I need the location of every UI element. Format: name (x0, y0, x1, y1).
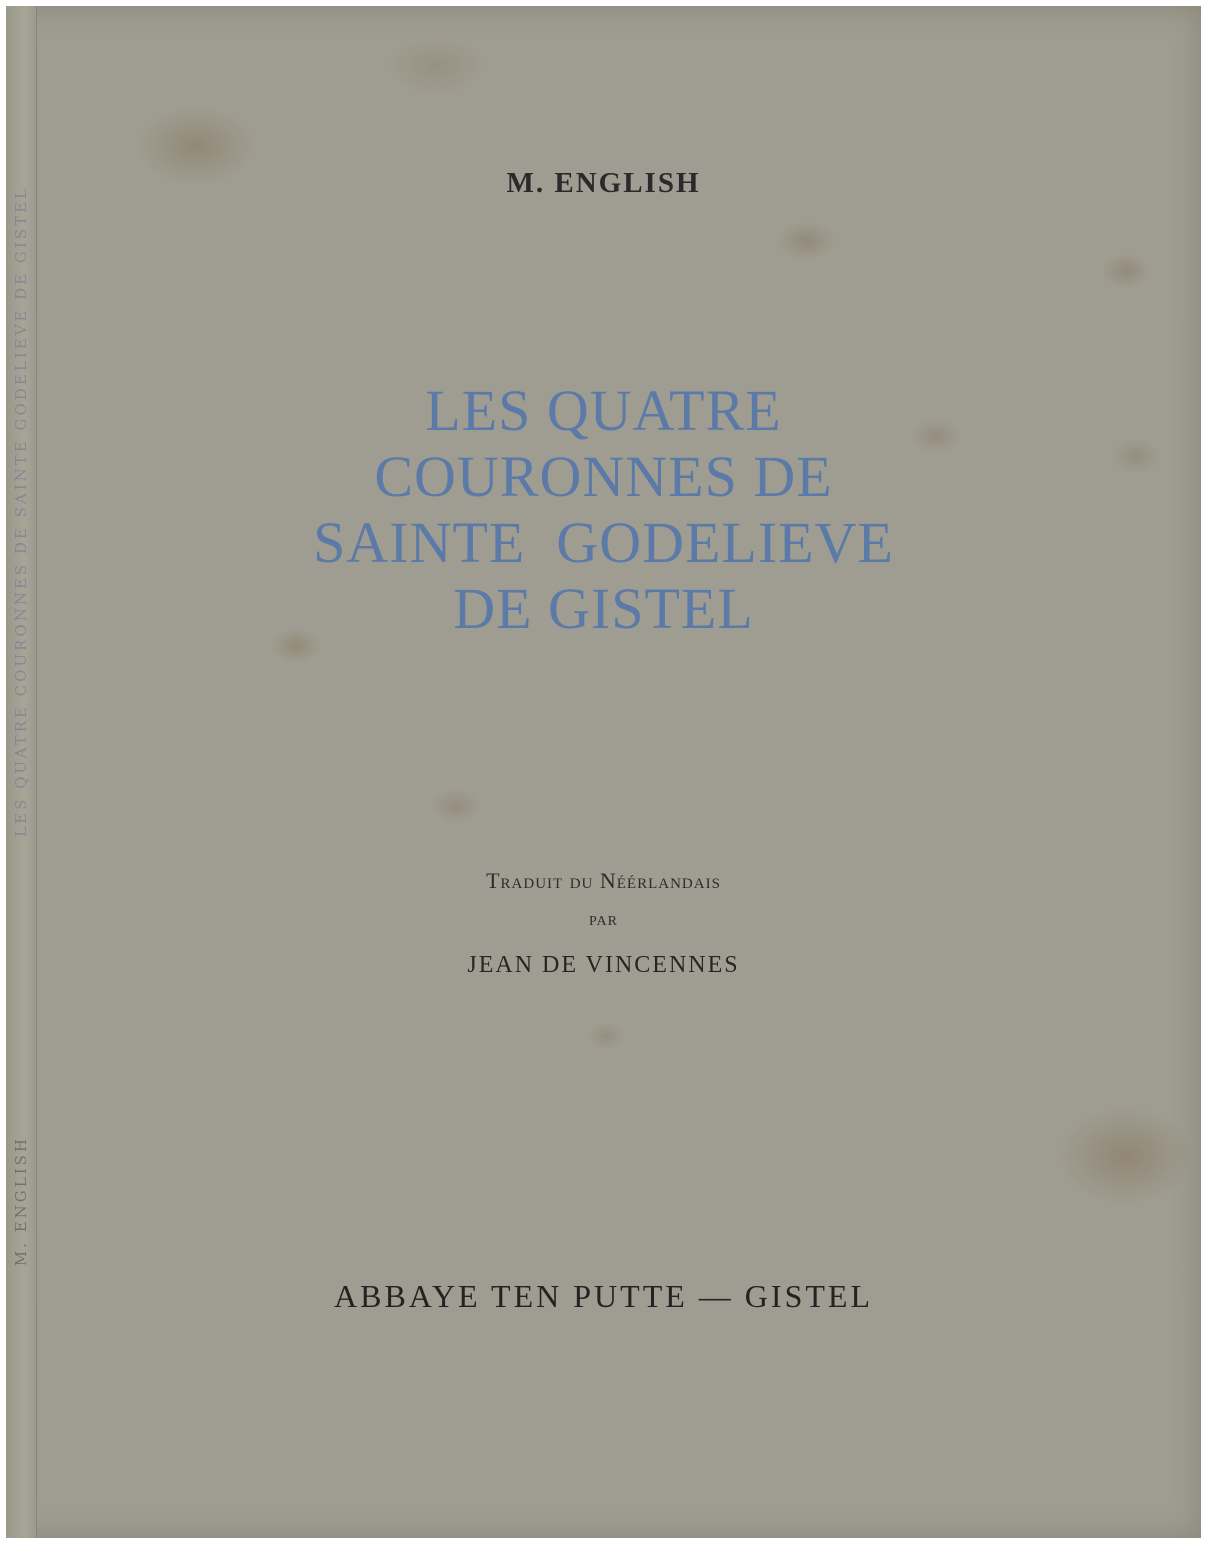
translated-from: Traduit du Néérlandais (486, 868, 721, 893)
spine-author: M. ENGLISH (12, 1136, 30, 1267)
title-line: COURONNES DE (374, 444, 833, 509)
title-line: LES QUATRE (425, 378, 782, 443)
title-line: SAINTE GODELIEVE (313, 510, 894, 575)
by-label: par (589, 908, 618, 930)
book-title (0, 378, 1207, 642)
author-name: M. ENGLISH (506, 167, 701, 199)
publisher: ABBAYE TEN PUTTE — GISTEL (334, 1278, 873, 1314)
spine-title: LES QUATRE COURONNES DE SAINTE GODELIEVE DE GISTEL (12, 186, 30, 837)
translator-name: JEAN DE VINCENNES (467, 952, 740, 978)
title-line: DE GISTEL (453, 576, 754, 641)
